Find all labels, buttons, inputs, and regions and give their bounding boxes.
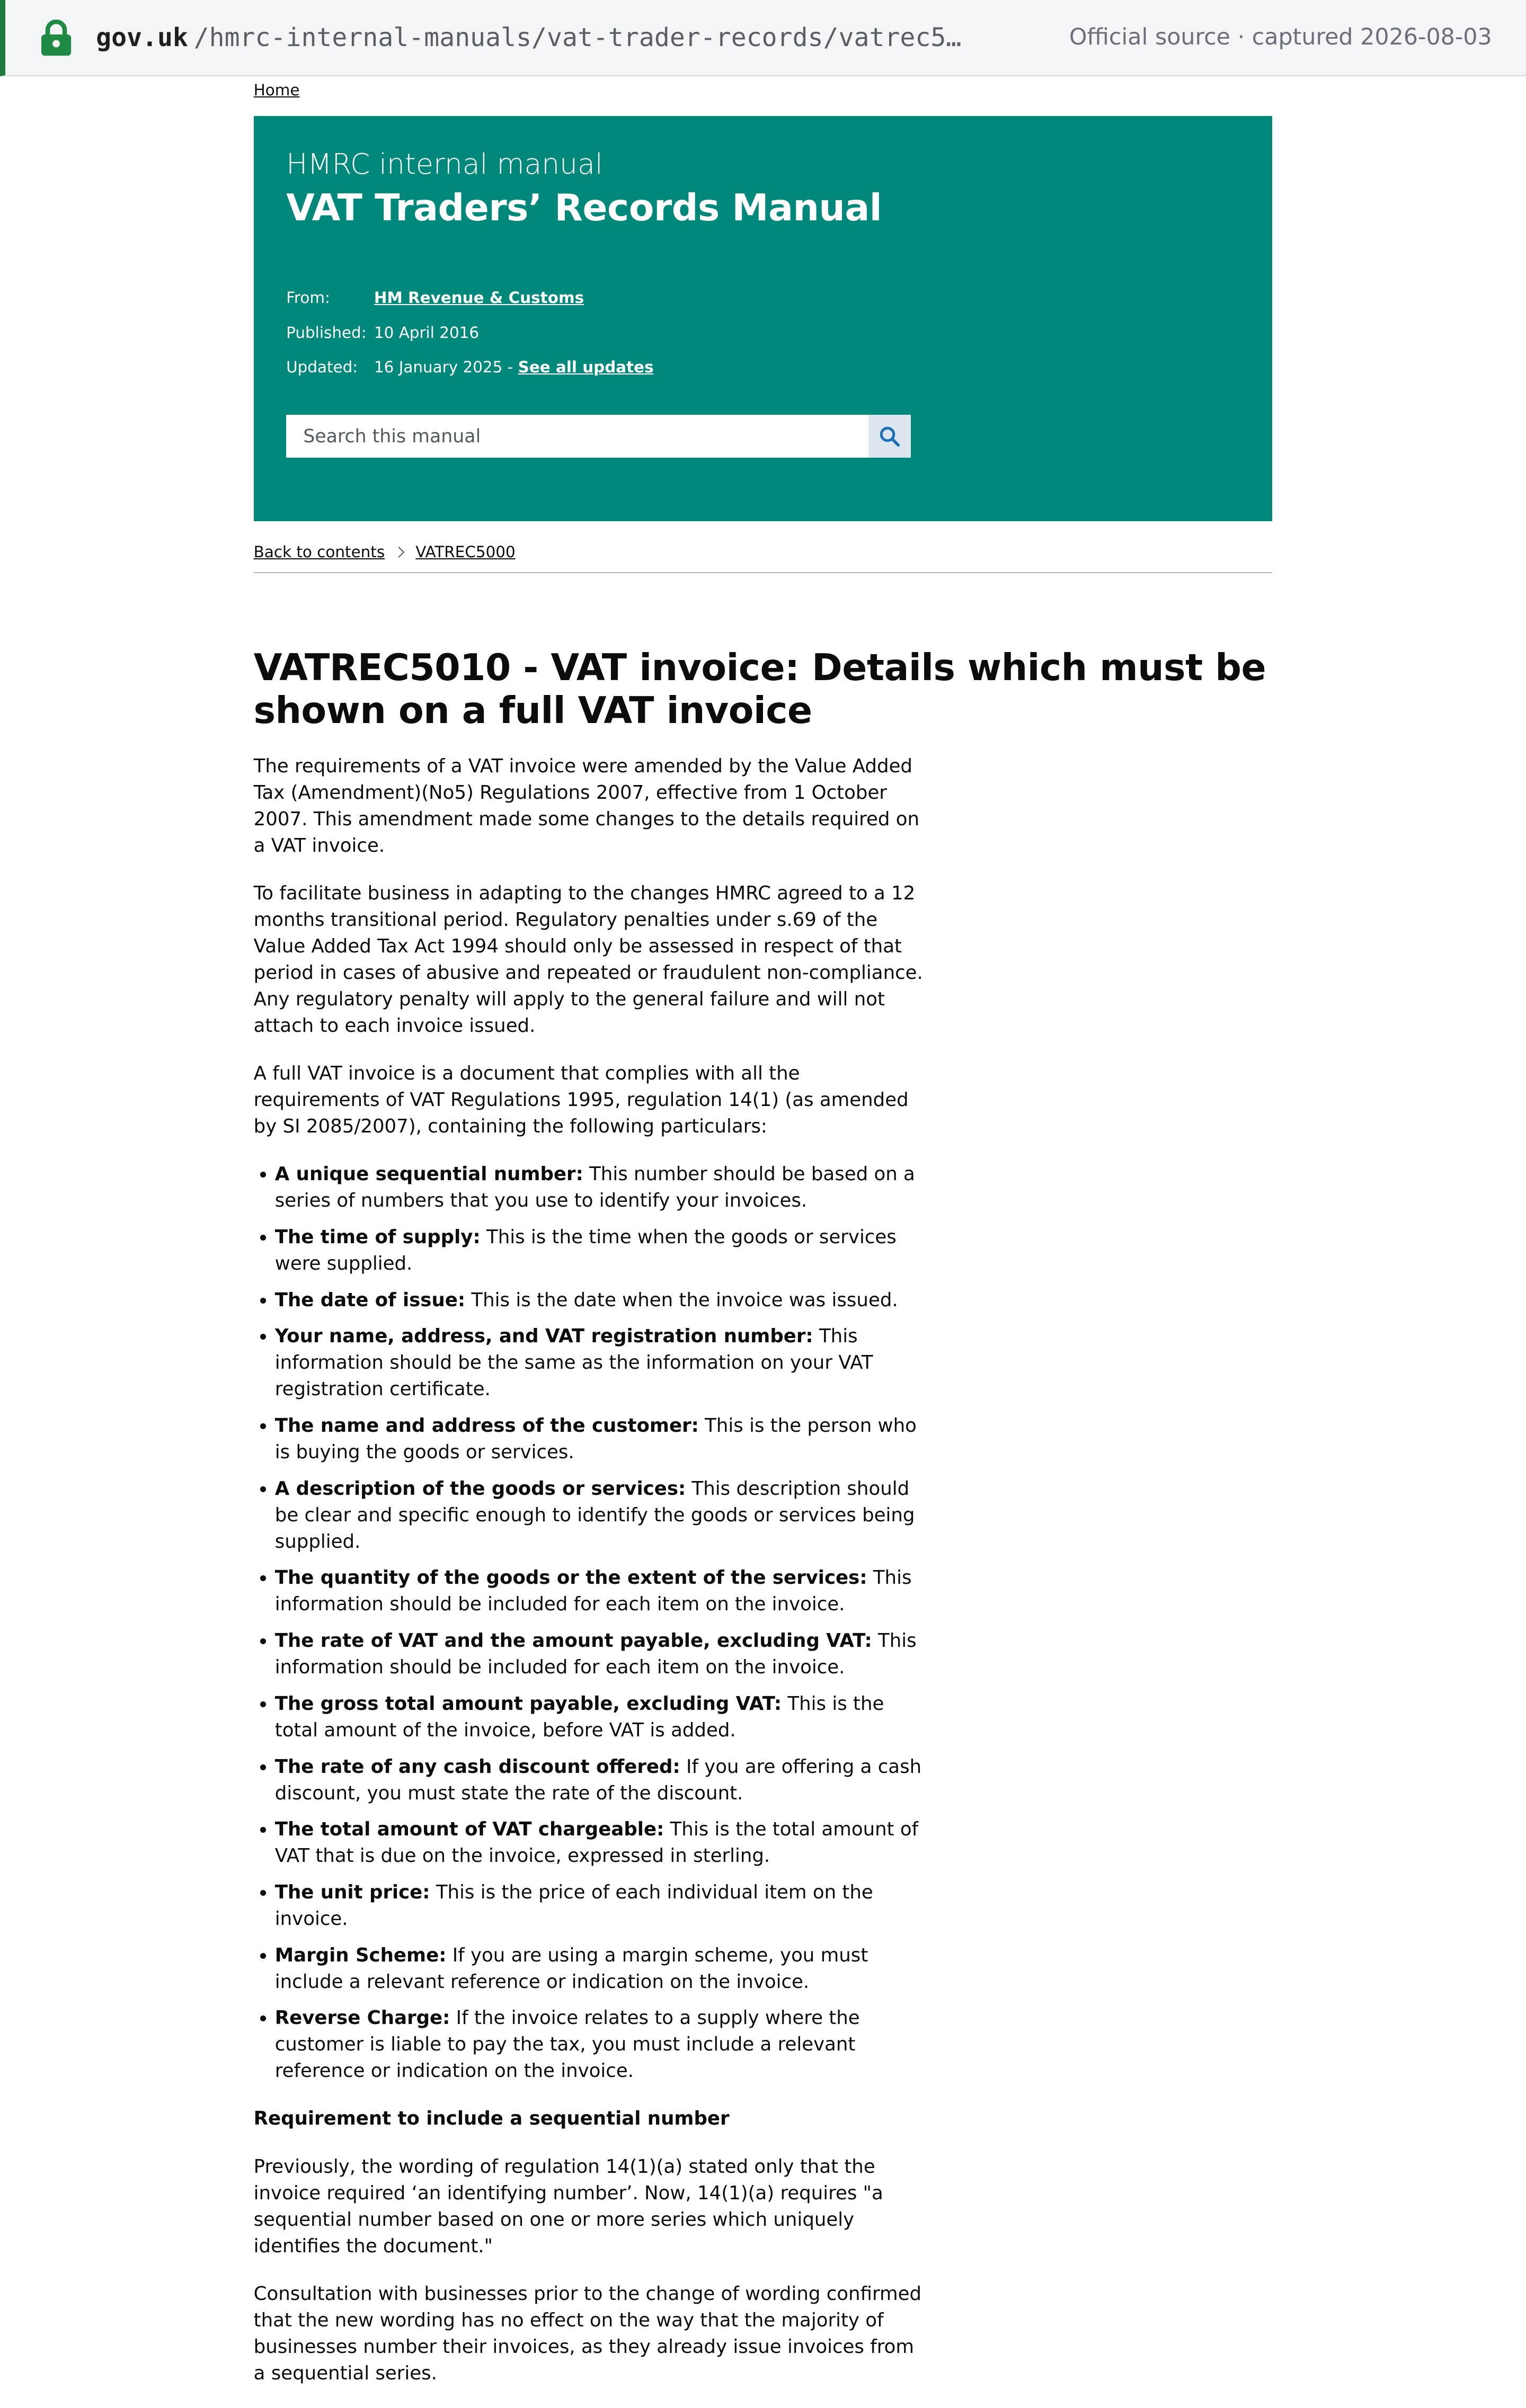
manual-metadata bbox=[286, 280, 653, 385]
list-item bbox=[275, 1816, 925, 1869]
list-item-term: The gross total amount payable, excluding VAT: bbox=[274, 1692, 782, 1715]
list-item-text: If the invoice relates to a supply where the customer is liable to pay the tax, you must include a relevant reference or indication on the invoice. bbox=[274, 2007, 860, 2082]
list-item-text: This information should be included for each item on the invoice. bbox=[274, 1567, 912, 1616]
organisation-link[interactable]: HM Revenue & Customs bbox=[374, 289, 584, 307]
list-item-term: Reverse Charge: bbox=[274, 2007, 450, 2029]
list-item-term: A description of the goods or services: bbox=[274, 1477, 686, 1500]
meta-published-row bbox=[286, 315, 653, 350]
source-note: Official source · captured 2026-08-03 bbox=[1069, 24, 1492, 51]
list-item-term: Margin Scheme: bbox=[274, 1944, 447, 1966]
list-item-term: A unique sequential number: bbox=[274, 1163, 583, 1185]
list-item-text: This information should be the same as the information on your VAT registration certificate. bbox=[274, 1325, 873, 1401]
list-item bbox=[275, 1287, 925, 1314]
list-item-term: The date of issue: bbox=[274, 1289, 466, 1311]
search-input[interactable] bbox=[286, 415, 868, 457]
body-paragraph: Previously, the wording of regulation 14(1)(a) stated only that the invoice required ‘an identifying number’. Now, 14(1)(a) requires "a sequential number based on one or more series which uniquely identifies the document." bbox=[253, 2155, 883, 2257]
address-domain[interactable]: gov.uk bbox=[96, 22, 188, 52]
list-item-term: The rate of any cash discount offered: bbox=[274, 1755, 680, 1778]
list-item bbox=[275, 1161, 925, 1214]
list-item-text: This number should be based on a series of numbers that you use to identify your invoices. bbox=[274, 1163, 915, 1212]
manual-banner bbox=[254, 116, 1273, 521]
meta-updated-value: 16 January 2025 - bbox=[374, 358, 518, 377]
banner-kicker: HMRC internal manual bbox=[286, 147, 603, 181]
list-item bbox=[275, 1628, 925, 1681]
list-item-term: The name and address of the customer: bbox=[274, 1414, 699, 1437]
meta-updated-row bbox=[286, 350, 653, 385]
list-item bbox=[275, 1942, 925, 1995]
address-path[interactable]: /hmrc-internal-manuals/vat-trader-records/vatrec5… bbox=[193, 22, 962, 52]
address-bar bbox=[0, 0, 1526, 76]
list-item bbox=[275, 1754, 925, 1807]
intro-paragraph: To facilitate business in adapting to the changes HMRC agreed to a 12 months transitional period. Regulatory penalties under s.69 of the Value Added Tax Act 1994 should only be assessed in respect of that period in cases of abusive and repeated or fraudulent non-compliance. Any regulatory penalty will apply to the general failure and will not attach to each invoice issued. bbox=[253, 882, 923, 1037]
breadcrumb bbox=[254, 81, 1273, 100]
list-item-term: The quantity of the goods or the extent of the services: bbox=[274, 1567, 867, 1589]
list-item bbox=[275, 1476, 925, 1555]
list-item bbox=[275, 1224, 925, 1277]
back-to-contents-link[interactable]: Back to contents bbox=[253, 543, 385, 561]
list-item-text: If you are offering a cash discount, you must state the rate of the discount. bbox=[274, 1755, 922, 1804]
list-item bbox=[275, 2005, 925, 2084]
list-item-text: This information should be included for each item on the invoice. bbox=[274, 1630, 917, 1679]
list-item-term: The unit price: bbox=[274, 1881, 430, 1903]
lock-icon bbox=[39, 20, 73, 57]
list-item bbox=[275, 1413, 925, 1466]
invoice-particulars-list bbox=[254, 1161, 925, 2084]
list-item bbox=[275, 1879, 925, 1932]
list-item-text: This is the time when the goods or services were supplied. bbox=[274, 1226, 897, 1274]
list-item-term: The rate of VAT and the amount payable, excluding VAT: bbox=[274, 1630, 872, 1652]
intro-paragraph: A full VAT invoice is a document that complies with all the requirements of VAT Regulations 1995, regulation 14(1) (as amended by SI 2085/2007), containing the following particulars: bbox=[253, 1063, 909, 1138]
page-title: VATREC5010 - VAT invoice: Details which must be shown on a full VAT invoice bbox=[253, 646, 1266, 732]
meta-from-label: From: bbox=[286, 289, 330, 307]
section-subheading: Requirement to include a sequential number bbox=[253, 2108, 730, 2130]
list-item-text: If you are using a margin scheme, you must include a relevant reference or indication on the invoice. bbox=[274, 1944, 868, 1993]
meta-from-row bbox=[286, 280, 653, 315]
article-body bbox=[254, 753, 925, 2387]
contents-breadcrumb bbox=[254, 542, 1273, 573]
meta-published-value: 10 April 2016 bbox=[374, 323, 480, 342]
list-item-text: This description should be clear and specific enough to identify the goods or services being supplied. bbox=[274, 1477, 915, 1553]
see-all-updates-link[interactable]: See all updates bbox=[518, 358, 654, 377]
manual-title: VAT Traders’ Records Manual bbox=[286, 186, 882, 229]
meta-published-label: Published: bbox=[286, 323, 367, 342]
search-icon bbox=[879, 426, 900, 447]
list-item bbox=[275, 1691, 925, 1744]
list-item-text: This is the date when the invoice was issued. bbox=[465, 1289, 898, 1311]
list-item-text: This is the person who is buying the goods or services. bbox=[274, 1414, 917, 1463]
breadcrumb-home-link[interactable]: Home bbox=[253, 81, 300, 100]
list-item bbox=[275, 1565, 925, 1618]
search-button[interactable] bbox=[868, 415, 911, 457]
intro-paragraph: The requirements of a VAT invoice were amended by the Value Added Tax (Amendment)(No5) Regulations 2007, effective from 1 October 2007. This amendment made some changes to the details required on a VAT invoice. bbox=[253, 755, 919, 857]
chevron-right-icon bbox=[393, 547, 405, 558]
list-item-text: This is the total amount of VAT that is due on the invoice, expressed in sterling. bbox=[274, 1818, 919, 1867]
list-item-term: The total amount of VAT chargeable: bbox=[274, 1818, 664, 1841]
page-container bbox=[254, 76, 1273, 2407]
list-item-text: This is the price of each individual item on the invoice. bbox=[274, 1881, 873, 1930]
list-item bbox=[275, 1323, 925, 1403]
manual-search bbox=[286, 415, 911, 457]
parent-section-link[interactable]: VATREC5000 bbox=[415, 543, 516, 561]
list-item-text: This is the total amount of the invoice, before VAT is added. bbox=[274, 1692, 884, 1741]
list-item-term: Your name, address, and VAT registration number: bbox=[274, 1325, 813, 1348]
body-paragraph: Consultation with businesses prior to the change of wording confirmed that the new wording has no effect on the way that the majority of businesses number their invoices, as they already issue invoices from a sequential series. bbox=[253, 2282, 922, 2384]
list-item-term: The time of supply: bbox=[274, 1226, 481, 1248]
meta-updated-label: Updated: bbox=[286, 358, 358, 377]
